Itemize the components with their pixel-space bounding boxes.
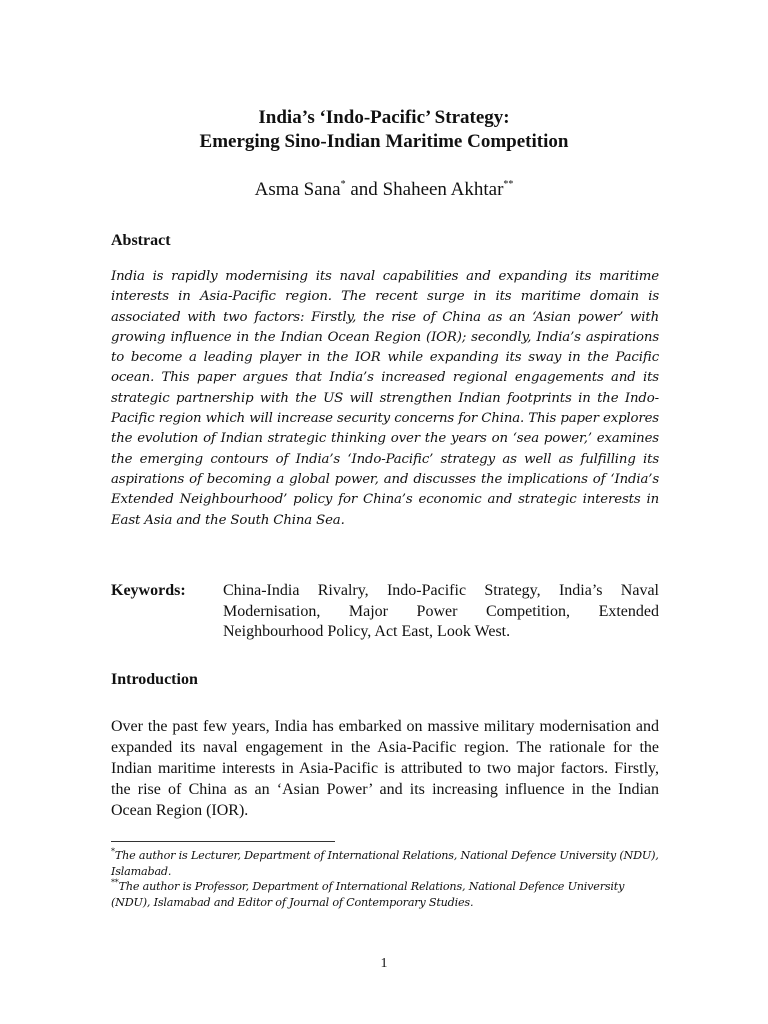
- author-conjunction: and: [345, 179, 383, 200]
- author-footnote-mark-1: *: [340, 179, 346, 190]
- keywords-text: China-India Rivalry, Indo-Pacific Strategy, India’s Naval Modernisation, Major Power Competition, Extended Neighbourhood Policy, Act East, Look West.: [223, 582, 659, 640]
- page-number: 1: [380, 956, 388, 971]
- author-footnote-mark-2: **: [503, 179, 514, 190]
- author-name-2: Shaheen Akhtar: [382, 179, 504, 200]
- abstract-text: India is rapidly modernising its naval capabilities and expanding its maritime interests in Asia-Pacific region. The recent surge in its maritime domain is associated with two factors: Firstly, the rise of China as an ‘Asian power’ with growing influence in the Indian Ocean Region (IOR); secondly, India’s aspirations to become a leading player in the IOR while expanding its sway in the Pacific ocean. This paper argues that India’s increased regional engagements and its strategic partnership with the US will strengthen Indian footprints in the Indo-Pacific region which will increase security concerns for China. This paper explores the evolution of Indian strategic thinking over the years on ‘sea power,’ examines the emerging contours of India’s ‘Indo-Pacific’ strategy as well as fulfilling its aspirations of becoming a global power, and discusses the implications of ‘India’s Extended Neighbourhood’ policy for China’s economic and strategic interests in East Asia and the South China Sea.: [111, 269, 659, 528]
- abstract-heading: Abstract: [111, 232, 171, 249]
- keywords-label: Keywords:: [111, 582, 186, 599]
- footnote-text-2: The author is Professor, Department of International Relations, National Defence University (NDU), Islamabad and Editor of Journal of Contemporary Studies.: [111, 880, 625, 909]
- paper-title-line-1: India’s ‘Indo-Pacific’ Strategy:: [258, 107, 510, 128]
- footnote-text-1: The author is Lecturer, Department of International Relations, National Defence University (NDU), Islamabad.: [111, 849, 659, 878]
- introduction-text: Over the past few years, India has embarked on massive military modernisation and expanded its naval engagement in the Asia-Pacific region. The rationale for the Indian maritime interests in Asia-Pacific is attributed to two major factors. Firstly, the rise of China as an ‘Asian Power’ and its increasing influence in the Indian Ocean Region (IOR).: [111, 718, 659, 819]
- introduction-heading: Introduction: [111, 671, 198, 688]
- footnote-2: [111, 879, 659, 910]
- footnote-divider: [111, 841, 335, 842]
- paper-title-line-2: Emerging Sino-Indian Maritime Competition: [199, 131, 569, 152]
- author-line: [0, 178, 768, 202]
- author-name-1: Asma Sana: [254, 179, 341, 200]
- footnote-mark-2: **: [111, 878, 119, 887]
- footnote-1: [111, 848, 659, 879]
- footnote-mark-1: *: [111, 847, 115, 856]
